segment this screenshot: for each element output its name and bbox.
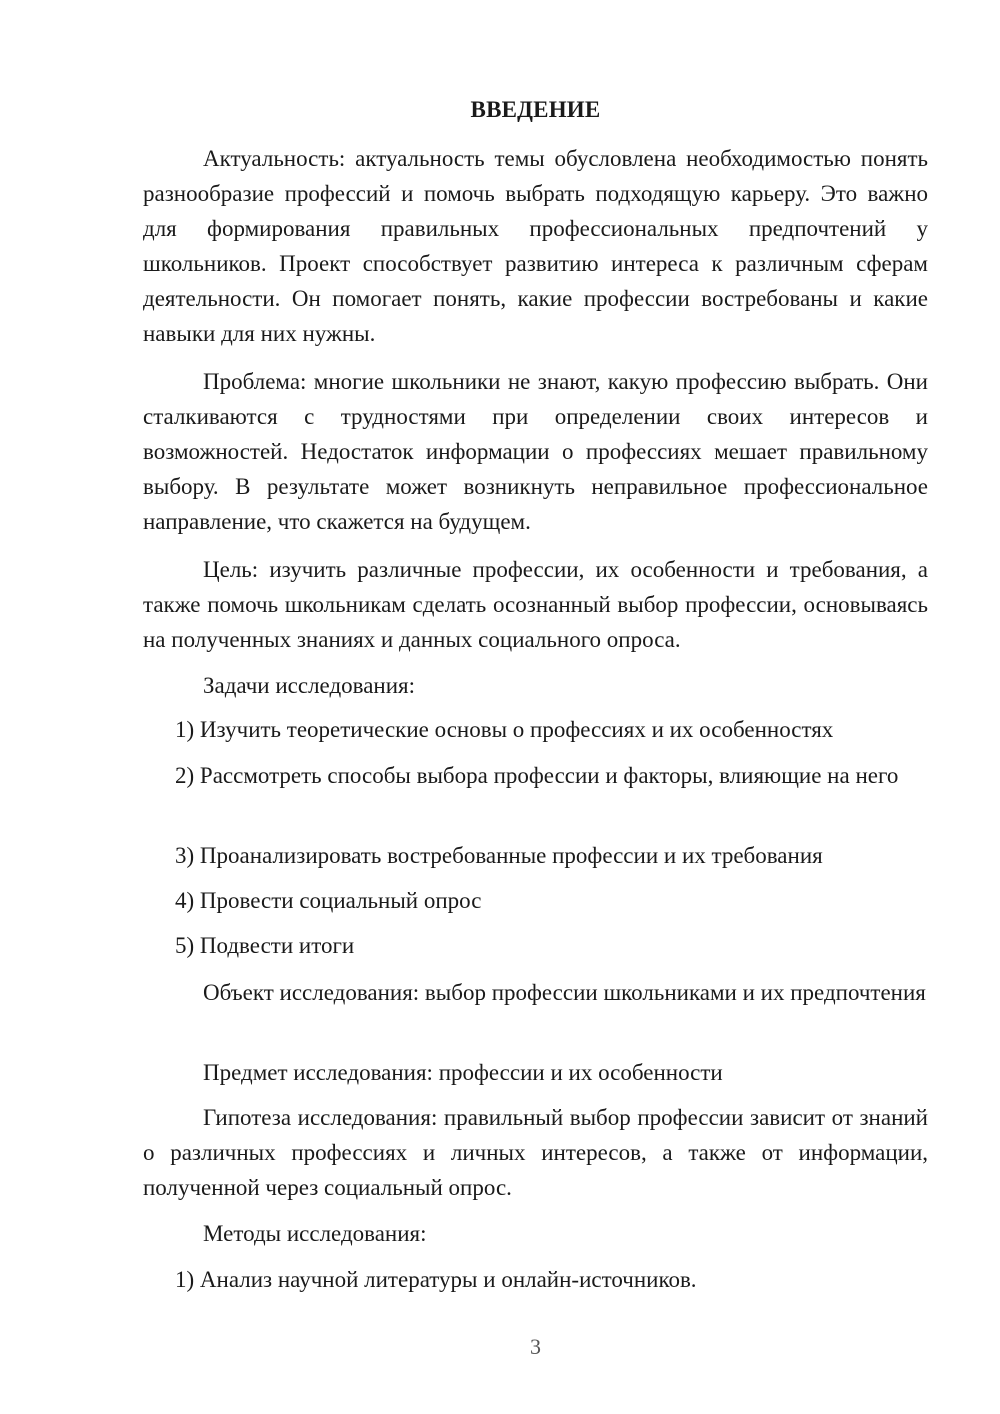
task-item: 4) Провести социальный опрос xyxy=(175,888,482,913)
methods-heading: Методы исследования: xyxy=(203,1221,427,1246)
task-item: 2) Рассмотреть способы выбора профессии и факторы, влияющие на него xyxy=(175,763,899,788)
hypothesis-paragraph: Гипотеза исследования: правильный выбор профессии зависит от знаний о различных профессиях и личных интересов, а также от информации, полученной через социальный опрос. xyxy=(143,1105,928,1200)
page-number: 3 xyxy=(530,1334,541,1359)
task-item: 1) Изучить теоретические основы о профессиях и их особенностях xyxy=(175,717,834,742)
goal-paragraph: Цель: изучить различные профессии, их особенности и требования, а также помочь школьникам сделать осознанный выбор профессии, основываясь на полученных знаниях и данных социального опроса. xyxy=(143,557,928,652)
task-item: 5) Подвести итоги xyxy=(175,933,355,958)
problem-paragraph: Проблема: многие школьники не знают, какую профессию выбрать. Они сталкиваются с трудностями при определении своих интересов и возможностей. Недостаток информации о профессиях мешает правильному выбору. В результате может возникнуть неправильное профессиональное направление, что скажется на будущем. xyxy=(143,369,928,534)
method-item: 1) Анализ научной литературы и онлайн-источников. xyxy=(175,1267,697,1292)
relevance-paragraph: Актуальность: актуальность темы обусловлена необходимостью понять разнообразие профессий и помочь выбрать подходящую карьеру. Это важно для формирования правильных профессиональных предпочтений у школьников. Проект способствует развитию интереса к различным сферам деятельности. Он помогает понять, какие профессии востребованы и какие навыки для них нужны. xyxy=(143,146,928,346)
subject-paragraph: Предмет исследования: профессии и их особенности xyxy=(203,1060,723,1085)
task-item: 3) Проанализировать востребованные профессии и их требования xyxy=(175,843,823,868)
tasks-heading: Задачи исследования: xyxy=(203,673,416,698)
object-paragraph: Объект исследования: выбор профессии школьниками и их предпочтения xyxy=(203,980,926,1005)
page-title: ВВЕДЕНИЕ xyxy=(470,97,601,122)
